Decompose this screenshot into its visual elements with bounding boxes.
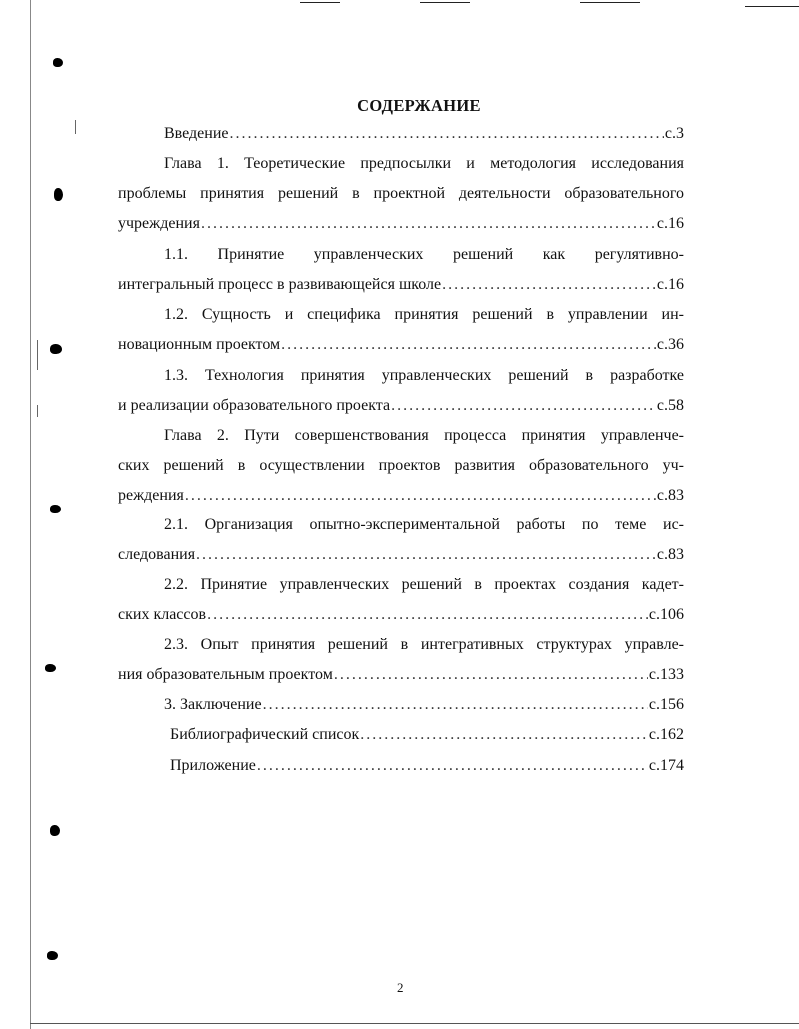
toc-page-ref: с.58 [656,397,684,414]
toc-entry-section-2-1: 2.1. Организация опытно-экспериментальной работы по теме ис- [164,516,684,533]
toc-entry-section-1-3-end [118,391,684,421]
toc-entry-section-1-2-end [118,330,684,360]
toc-page-ref: с.156 [648,696,684,713]
toc-page-ref: с.106 [648,606,684,623]
toc-entry-text: новационным проектом [118,336,281,353]
toc-entry-appendix [170,751,684,781]
toc-entry-conclusion [164,690,684,720]
toc-entry-section-2-3: 2.3. Опыт принятия решений в интегративных структурах управле- [164,636,684,653]
dot-leader [391,391,656,421]
toc-entry-section-1-1: 1.1. Принятие управленческих решений как регулятивно- [164,246,684,263]
toc-entry-text: Введение [164,125,229,142]
dot-leader [207,600,648,630]
toc-entry-section-2-1-end [118,540,684,570]
dot-leader [281,330,656,360]
toc-entry-section-2-2: 2.2. Принятие управленческих решений в проектах создания кадет- [164,576,684,593]
dot-leader [442,270,656,300]
toc-entry-text: 3. Заключение [164,696,262,713]
dot-leader [230,119,664,149]
toc-entry-introduction [164,119,684,149]
dot-leader [201,209,656,239]
toc-entry-chapter-1-cont: проблемы принятия решений в проектной деятельности образовательного [118,185,684,202]
toc-entry-text: Библиографический список [170,726,360,743]
toc-entry-text: интегральный процесс в развивающейся школе [118,276,442,293]
toc-entry-section-1-2: 1.2. Сущность и специфика принятия решений в управлении ин- [164,306,684,323]
dot-leader [360,720,648,750]
toc-entry-section-2-3-end [118,660,684,690]
toc-entry-text: ских классов [118,606,207,623]
toc-entry-text: следования [118,546,196,563]
toc-page-ref: с.133 [648,666,684,683]
toc-page-ref: с.16 [656,215,684,232]
dot-leader [196,540,656,570]
dot-leader [263,690,648,720]
toc-entry-text: учреждения [118,215,200,232]
page-title: СОДЕРЖАНИЕ [357,96,481,115]
toc-entry-chapter-2: Глава 2. Пути совершенствования процесса принятия управленче- [164,427,684,444]
dot-leader [334,660,648,690]
toc-entry-section-1-1-end [118,270,684,300]
dot-leader [185,481,656,511]
toc-page-ref: с.36 [656,336,684,353]
toc-page-ref: с.3 [664,125,684,142]
page-number: 2 [397,980,404,995]
toc-page-ref: с.162 [648,726,684,743]
dot-leader [257,751,648,781]
toc-entry-bibliography [170,720,684,750]
toc-page-ref: с.83 [656,546,684,563]
toc-entry-section-2-2-end [118,600,684,630]
toc-entry-text: ния образовательным проектом [118,666,333,683]
toc-page-ref: с.83 [656,487,684,504]
toc-entry-chapter-2-cont: ских решений в осуществлении проектов развития образовательного уч- [118,457,684,474]
toc-page-ref: с.174 [648,757,684,774]
toc-entry-section-1-3: 1.3. Технология принятия управленческих решений в разработке [164,367,684,384]
toc-entry-chapter-1-end [118,209,684,239]
toc-entry-text: Приложение [170,757,256,774]
toc-entry-chapter-2-end [118,481,684,511]
toc-entry-chapter-1: Глава 1. Теоретические предпосылки и методология исследования [164,155,684,172]
toc-page-ref: с.16 [656,276,684,293]
toc-entry-text: и реализации образовательного проекта [118,397,391,414]
toc-entry-text: реждения [118,487,184,504]
